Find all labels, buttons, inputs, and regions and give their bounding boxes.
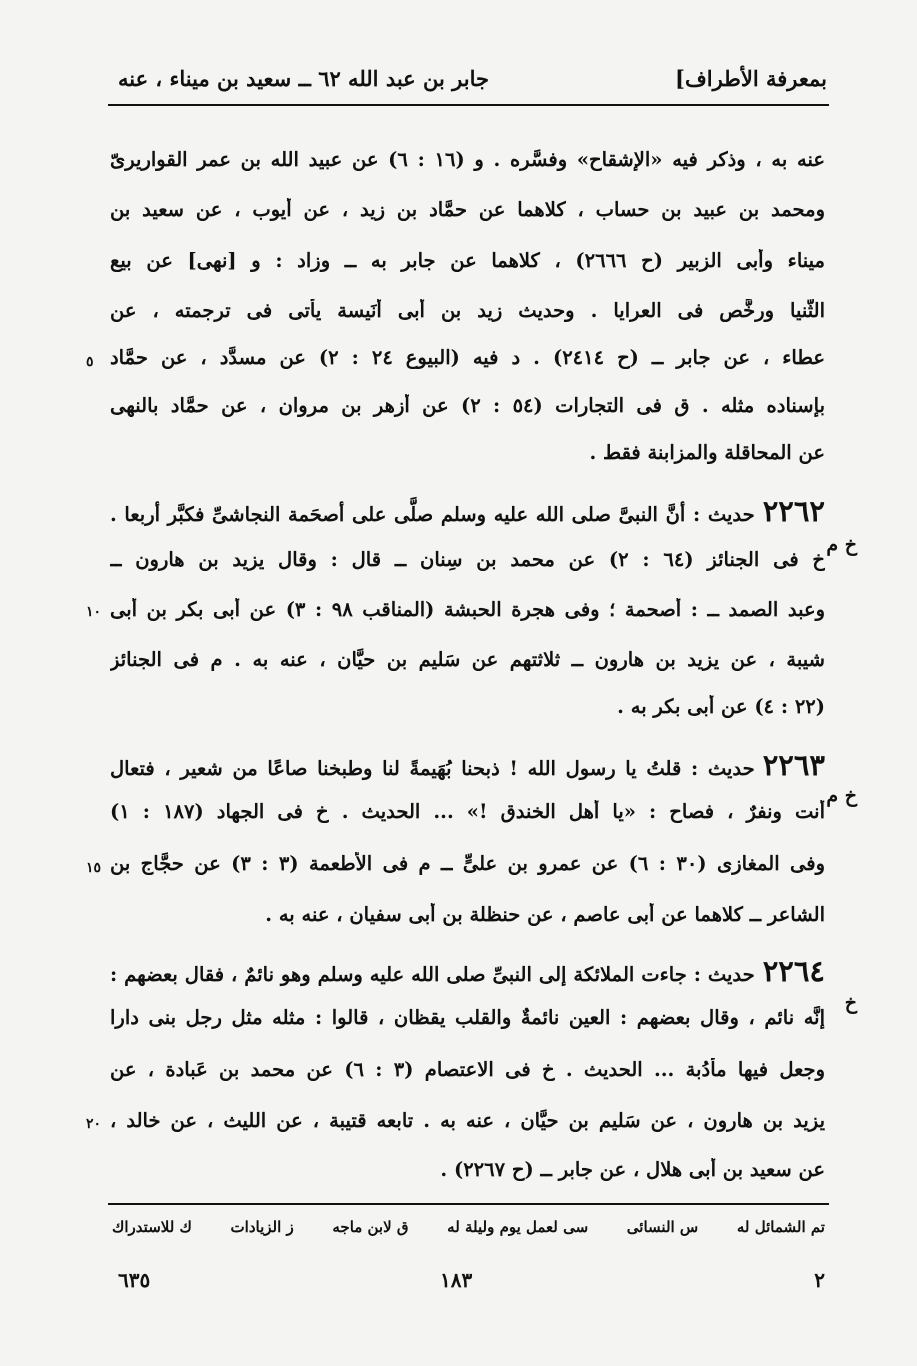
text-line: إنَّه نائم ، وقال بعضهم : العين نائمةٌ والقلب يقظان ، قالوا : مثله مثل رجل بنى دارا: [110, 1006, 825, 1029]
legend-item: ق لابن ماجه: [332, 1218, 409, 1236]
legend-item: تم الشمائل له: [736, 1218, 825, 1236]
volume-number: ٢: [814, 1268, 825, 1292]
overall-page-number: ٦٣٥: [118, 1268, 151, 1292]
text-line: حديث : جاءت الملائكة إلى النبىِّ صلى الله عليه وسلم وهو نائمٌ ، فقال بعضهم :: [110, 963, 755, 986]
margin-line-number: ١٠: [86, 604, 102, 620]
page-number: ١٨٣: [440, 1268, 473, 1292]
text-line: وجعل فيها مأدُبة ... الحديث . خ فى الاعتصام (٣ : ٦) عن محمد بن عَبادة ، عن: [110, 1058, 825, 1081]
margin-line-number: ١٥: [86, 860, 102, 876]
text-line: الثُّنيا ورخَّص فى العرايا . وحديث زيد بن أبى أُنَيسة يأتى فى ترجمته ، عن: [110, 299, 825, 322]
text-line: بإسناده مثله . ق فى التجارات (٥٤ : ٢) عن أزهر بن مروان ، عن حمَّاد بالنهى: [110, 394, 825, 417]
text-line: وعبد الصمد ــ : أصحمة ؛ وفى هجرة الحبشة (المناقب ٩٨ : ٣) عن أبى بكر بن أبى: [110, 598, 825, 621]
text-line: عنه به ، وذكر فيه «الإشقاح» وفسَّره . و (١٦ : ٦) عن عبيد الله بن عمر القواريرىّ: [110, 148, 825, 171]
text-line: يزيد بن هارون ، عن سَليم بن حيَّان ، عنه به . تابعه قتيبة ، عن الليث ، عن خالد ،: [110, 1109, 825, 1132]
abbreviation-legend: [112, 1218, 825, 1236]
footer-divider: [108, 1203, 829, 1205]
entry-2263-first-line: [110, 748, 825, 782]
text-line: عن المحاقلة والمزابنة فقط .: [589, 441, 825, 464]
running-header: [118, 60, 827, 96]
margin-line-number: ٢٠: [86, 1116, 102, 1132]
legend-item: ز الزيادات: [230, 1218, 294, 1236]
text-line: عن سعيد بن أبى هلال ، عن جابر ــ (ح ٢٢٦٧) .: [440, 1158, 825, 1181]
text-line: حديث : قلتُ يا رسول الله ! ذبحنا بُهَيمةً لنا وطبخنا صاعًا من شعير ، فتعال: [110, 757, 755, 780]
text-line: ومحمد بن عبيد بن حساب ، كلاهما عن حمَّاد بن زيد ، عن أيوب ، عن سعيد بن: [110, 198, 825, 221]
source-symbol: خ: [844, 992, 857, 1014]
text-line: وفى المغازى (٣٠ : ٦) عن عمرو بن علىٍّ ــ م فى الأطعمة (٣ : ٣) عن حجَّاج بن: [110, 852, 825, 875]
margin-line-number: ٥: [86, 354, 94, 370]
text-line: أنت ونفرٌ ، فصاح : «يا أهل الخندق !» ... الحديث . خ فى الجهاد (١٨٧ : ١): [110, 800, 825, 823]
entry-2262-first-line: [110, 494, 825, 528]
text-line: حديث : أنَّ النبىَّ صلى الله عليه وسلم صلَّى على أصحَمة النجاشىِّ فكبَّر أربعا .: [110, 503, 755, 526]
header-section-title: جابر بن عبد الله ٦٢ ــ سعيد بن ميناء ، عنه: [118, 65, 489, 91]
legend-item: س النسائى: [626, 1218, 699, 1236]
text-line: خ فى الجنائز (٦٤ : ٢) عن محمد بن سِنان ــ قال : وقال يزيد بن هارون ــ: [110, 548, 825, 571]
entry-number: ٢٢٦٤: [762, 954, 825, 988]
entry-2264-first-line: [110, 954, 825, 988]
source-symbol: خ م: [826, 534, 857, 556]
text-line: شيبة ، عن يزيد بن هارون ــ ثلاثتهم عن سَليم بن حيَّان ، عنه به . م فى الجنائز: [110, 648, 825, 671]
entry-number: ٢٢٦٣: [762, 748, 825, 782]
header-book-title: بمعرفة الأطراف]: [675, 65, 827, 91]
source-symbol: خ م: [826, 785, 857, 807]
legend-item: ك للاستدراك: [112, 1218, 192, 1236]
header-divider: [108, 104, 829, 106]
text-line: (٢٢ : ٤) عن أبى بكر به .: [617, 695, 825, 718]
legend-item: سى لعمل يوم وليلة له: [447, 1218, 589, 1236]
text-line: عطاء ، عن جابر ــ (ح ٢٤١٤) . د فيه (البيوع ٢٤ : ٢) عن مسدَّد ، عن حمَّاد: [110, 346, 825, 369]
text-line: الشاعر ــ كلاهما عن أبى عاصم ، عن حنظلة بن أبى سفيان ، عنه به .: [265, 903, 825, 926]
entry-number: ٢٢٦٢: [762, 494, 825, 528]
text-line: ميناء وأبى الزبير (ح ٢٦٦٦) ، كلاهما عن جابر به ــ وزاد : و [نهى] عن بيع: [110, 249, 825, 272]
